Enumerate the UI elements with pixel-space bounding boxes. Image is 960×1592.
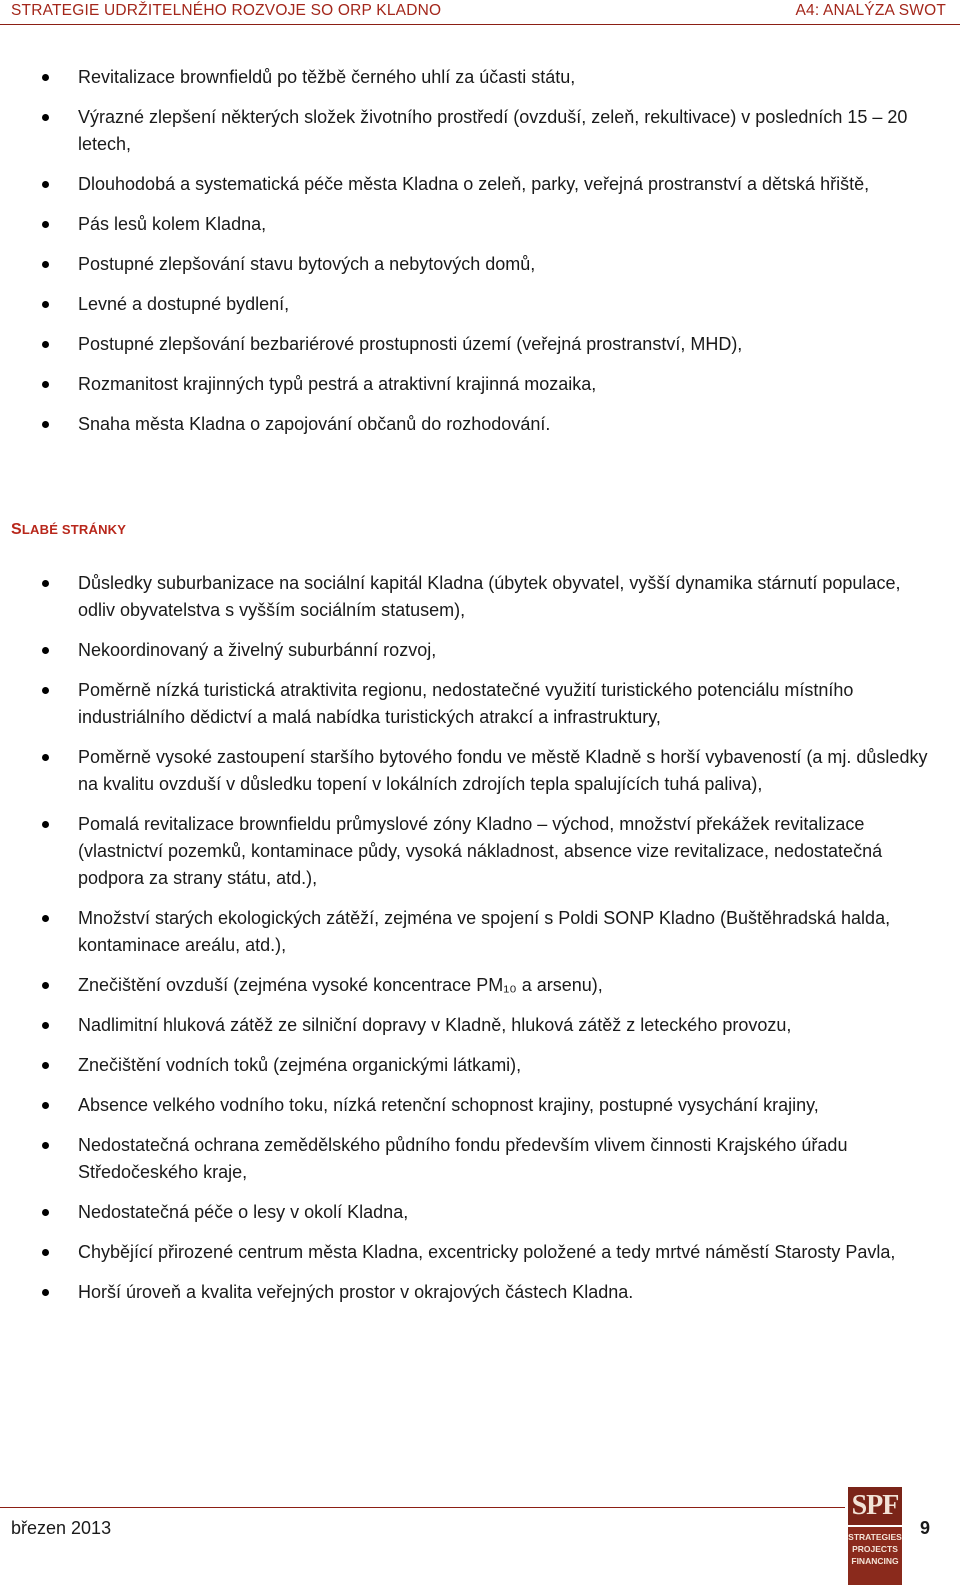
list-item: Dlouhodobá a systematická péče města Kladna o zeleň, parky, veřejná prostranství a dětská hřiště, bbox=[0, 171, 960, 198]
bullet-icon bbox=[42, 1062, 49, 1069]
list-item: Levné a dostupné bydlení, bbox=[0, 291, 960, 318]
bullet-icon bbox=[42, 647, 49, 654]
bullet-icon bbox=[42, 421, 49, 428]
list-item: Znečištění ovzduší (zejména vysoké koncentrace PM₁₀ a arsenu), bbox=[0, 972, 960, 999]
bullet-icon bbox=[42, 754, 49, 761]
bullet-icon bbox=[42, 381, 49, 388]
bullet-icon bbox=[42, 74, 49, 81]
list-item: Důsledky suburbanizace na sociální kapitál Kladna (úbytek obyvatel, vyšší dynamika stárnutí populace, odliv obyvatelstva s vyšším sociálním statusem), bbox=[0, 570, 960, 624]
page-number: 9 bbox=[920, 1518, 931, 1538]
list-item: Revitalizace brownfieldů po těžbě černého uhlí za účasti státu, bbox=[0, 64, 960, 91]
bullet-icon bbox=[42, 261, 49, 268]
spf-logo bbox=[848, 1487, 902, 1587]
bullet-icon bbox=[42, 1289, 49, 1296]
list-item: Poměrně vysoké zastoupení staršího bytového fondu ve městě Kladně s horší vybaveností (a mj. důsledky na kvalitu ovzduší v důsledku topení v lokálních zdrojích tepla spalujících tuhá paliva), bbox=[0, 744, 960, 798]
list-item: Postupné zlepšování stavu bytových a nebytových domů, bbox=[0, 251, 960, 278]
list-item: Pás lesů kolem Kladna, bbox=[0, 211, 960, 238]
logo-tagline: STRATEGIES PROJECTS FINANCING bbox=[848, 1527, 902, 1585]
list-item: Nedostatečná péče o lesy v okolí Kladna, bbox=[0, 1199, 960, 1226]
bullet-icon bbox=[42, 221, 49, 228]
bullet-icon bbox=[42, 1102, 49, 1109]
list-item: Množství starých ekologických zátěží, zejména ve spojení s Poldi SONP Kladno (Buštěhradská halda, kontaminace areálu, atd.), bbox=[0, 905, 960, 959]
list-item: Postupné zlepšování bezbariérové prostupnosti území (veřejná prostranství, MHD), bbox=[0, 331, 960, 358]
list-item: Nedostatečná ochrana zemědělského půdního fondu především vlivem činnosti Krajského úřadu Středočeského kraje, bbox=[0, 1132, 960, 1186]
list-item: Poměrně nízká turistická atraktivita regionu, nedostatečné využití turistického potenciálu místního industriálního dědictví a malá nabídka turistických atrakcí a infrastruktury, bbox=[0, 677, 960, 731]
document-title: STRATEGIE UDRŽITELNÉHO ROZVOJE SO ORP KLADNO bbox=[11, 2, 442, 19]
section-label: A4: ANALÝZA SWOT bbox=[795, 2, 946, 19]
bullet-icon bbox=[42, 114, 49, 121]
footer-date: březen 2013 bbox=[11, 1518, 112, 1538]
logo-mark: SPF bbox=[848, 1487, 902, 1525]
list-item: Znečištění vodních toků (zejména organickými látkami), bbox=[0, 1052, 960, 1079]
bullet-icon bbox=[42, 1022, 49, 1029]
bullet-icon bbox=[42, 1209, 49, 1216]
bullet-icon bbox=[42, 1249, 49, 1256]
weaknesses-list bbox=[0, 570, 960, 1319]
footer-divider bbox=[0, 1507, 845, 1508]
bullet-icon bbox=[42, 687, 49, 694]
list-item: Pomalá revitalizace brownfieldu průmyslové zóny Kladno – východ, množství překážek revitalizace (vlastnictví pozemků, kontaminace půdy, vysoká nákladnost, absence vize revitalizace, nedostatečná podpora za strany státu, atd.), bbox=[0, 811, 960, 892]
strengths-list bbox=[0, 64, 960, 451]
section-heading-weaknesses: SLABÉ STRÁNKY bbox=[11, 521, 127, 538]
bullet-icon bbox=[42, 341, 49, 348]
bullet-icon bbox=[42, 821, 49, 828]
bullet-icon bbox=[42, 181, 49, 188]
bullet-icon bbox=[42, 580, 49, 587]
bullet-icon bbox=[42, 1142, 49, 1149]
bullet-icon bbox=[42, 982, 49, 989]
list-item: Rozmanitost krajinných typů pestrá a atraktivní krajinná mozaika, bbox=[0, 371, 960, 398]
list-item: Nadlimitní hluková zátěž ze silniční dopravy v Kladně, hluková zátěž z leteckého provozu, bbox=[0, 1012, 960, 1039]
list-item: Absence velkého vodního toku, nízká retenční schopnost krajiny, postupné vysychání krajiny, bbox=[0, 1092, 960, 1119]
bullet-icon bbox=[42, 301, 49, 308]
list-item: Výrazné zlepšení některých složek životního prostředí (ovzduší, zeleň, rekultivace) v posledních 15 – 20 letech, bbox=[0, 104, 960, 158]
bullet-icon bbox=[42, 915, 49, 922]
page-header bbox=[0, 0, 960, 25]
list-item: Nekoordinovaný a živelný suburbánní rozvoj, bbox=[0, 637, 960, 664]
list-item: Chybějící přirozené centrum města Kladna, excentricky položené a tedy mrtvé náměstí Starosty Pavla, bbox=[0, 1239, 960, 1266]
list-item: Snaha města Kladna o zapojování občanů do rozhodování. bbox=[0, 411, 960, 438]
list-item: Horší úroveň a kvalita veřejných prostor v okrajových částech Kladna. bbox=[0, 1279, 960, 1306]
